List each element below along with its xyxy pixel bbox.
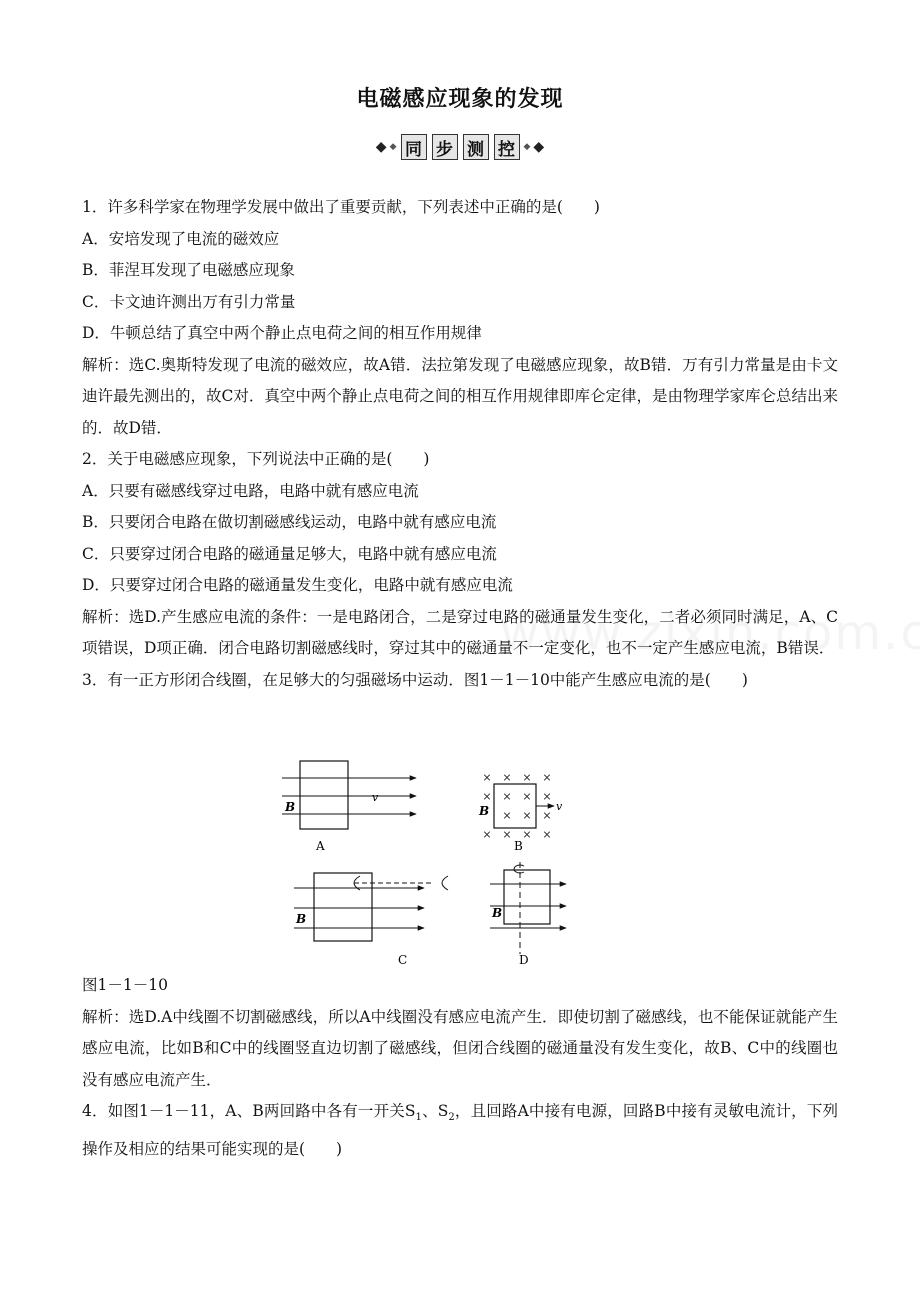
banner-char: 同 xyxy=(401,134,427,160)
q3-analysis: 解析：选D.A中线圈不切割磁感线，所以A中线圈没有感应电流产生．即使切割了磁感线，也不能保证就能产生感应电流，比如B和C中的线圈竖直边切割了磁感线，但闭合线圈的磁通量没有发生变化，故B、C中的线圈也没有感应电流产生． xyxy=(82,1007,838,1089)
diamond-icon: ◆ xyxy=(375,139,387,155)
panel-b-label: B xyxy=(514,839,523,853)
panel-c-label: C xyxy=(398,953,408,967)
cross-mark: × xyxy=(522,809,532,822)
cross-mark: × xyxy=(542,809,552,822)
q4-stem-part2: 、S xyxy=(421,1102,449,1120)
q4-stem-part3: ，且回路A中接有电源，回路B中接有灵敏电流计，下列操作及相应的结果可能实现的是( ) xyxy=(82,1102,838,1158)
panel-d-label: D xyxy=(519,953,529,967)
panel-b xyxy=(478,771,563,853)
q1-option-b: B．菲涅耳发现了电磁感应现象 xyxy=(82,261,295,279)
panel-c xyxy=(294,873,448,967)
section-banner xyxy=(0,132,920,162)
question-content xyxy=(82,192,838,1165)
q1-option-a: A．安培发现了电流的磁效应 xyxy=(82,229,280,248)
q2-option-b: B．只要闭合电路在做切割磁感线运动，电路中就有感应电流 xyxy=(82,513,497,531)
q1-option-c: C．卡文迪许测出万有引力常量 xyxy=(82,292,296,311)
cross-mark: × xyxy=(482,790,492,803)
q3-stem: 3．有一正方形闭合线圈，在足够大的匀强磁场中运动．图1－1－10中能产生感应电流的是( ) xyxy=(82,670,748,689)
cross-mark: × xyxy=(522,790,532,803)
field-label: B xyxy=(285,800,296,814)
diamond-small-icon: ◆ xyxy=(389,141,397,152)
panel-a xyxy=(282,761,416,853)
cross-mark: × xyxy=(502,809,512,822)
banner-char: 步 xyxy=(432,134,458,160)
subscript-1: 1 xyxy=(415,1112,422,1124)
q2-stem: 2．关于电磁感应现象，下列说法中正确的是( ) xyxy=(82,450,430,468)
cross-mark: × xyxy=(542,771,552,784)
figure-1-1-10 xyxy=(82,702,838,970)
cross-mark: × xyxy=(542,790,552,803)
page-title: 电磁感应现象的发现 xyxy=(356,87,564,112)
cross-mark: × xyxy=(482,828,492,841)
q4-stem xyxy=(82,1096,838,1165)
q2-analysis: 解析：选D.产生感应电流的条件：一是电路闭合，二是穿过电路的磁通量发生变化，二者必须同时满足，A、C项错误，D项正确．闭合电路切割磁感线时，穿过其中的磁通量不一定变化，也不一定产生感应电流，B错误． xyxy=(82,607,838,657)
q4-stem-part1: 4．如图1－1－11，A、B两回路中各有一开关S xyxy=(82,1102,416,1120)
diamond-icon: ◆ xyxy=(533,139,545,155)
diamond-small-icon: ◆ xyxy=(523,141,531,152)
q2-option-d: D．只要穿过闭合电路的磁通量发生变化，电路中就有感应电流 xyxy=(82,576,513,594)
cross-mark: × xyxy=(502,790,512,803)
field-label: B xyxy=(492,906,503,920)
q2-option-c: C．只要穿过闭合电路的磁通量足够大，电路中就有感应电流 xyxy=(82,544,497,563)
banner-char: 控 xyxy=(494,134,520,160)
velocity-label: v xyxy=(556,800,563,813)
panel-d xyxy=(490,862,566,967)
cross-mark: × xyxy=(482,771,492,784)
field-label: B xyxy=(479,804,490,818)
field-label: B xyxy=(296,912,307,926)
q1-stem: 1．许多科学家在物理学发展中做出了重要贡献，下列表述中正确的是( ) xyxy=(82,198,600,216)
subscript-2: 2 xyxy=(448,1112,455,1124)
panel-a-label: A xyxy=(316,839,325,853)
cross-mark: × xyxy=(522,771,532,784)
q1-analysis: 解析：选C.奥斯特发现了电流的磁效应，故A错．法拉第发现了电磁感应现象，故B错．万有引力常量是由卡文迪许最先测出的，故C对．真空中两个静止点电荷之间的相互作用规律即库仑定律，是由物理学家库仑总结出来的．故D错． xyxy=(82,355,838,437)
banner-char: 测 xyxy=(463,134,489,160)
q2-option-a: A．只要有磁感线穿过电路，电路中就有感应电流 xyxy=(82,481,419,500)
cross-mark: × xyxy=(542,828,552,841)
q1-option-d: D．牛顿总结了真空中两个静止点电荷之间的相互作用规律 xyxy=(82,324,482,342)
figure-caption: 图1－1－10 xyxy=(82,976,168,994)
cross-mark: × xyxy=(522,828,532,841)
velocity-label: v xyxy=(372,791,379,804)
cross-mark: × xyxy=(502,771,512,784)
cross-mark: × xyxy=(502,828,512,841)
